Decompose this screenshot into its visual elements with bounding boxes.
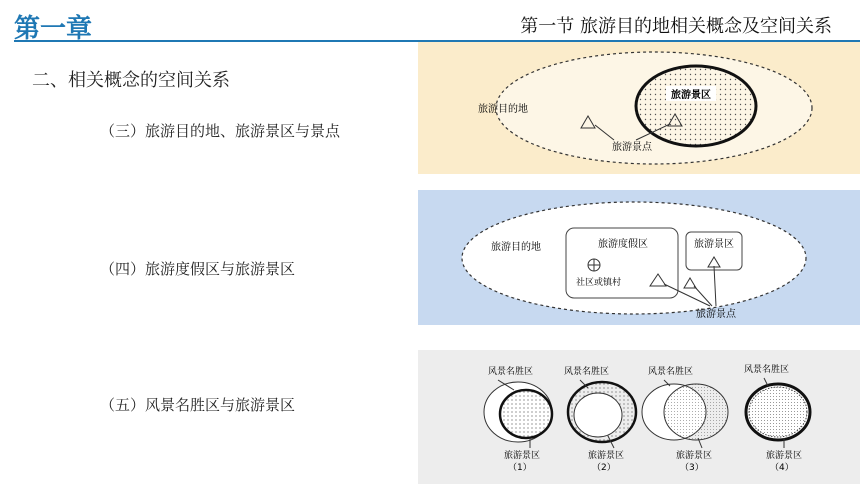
diagram-destination-scenic-area-spot — [418, 42, 860, 174]
destination-label: 旅游目的地 — [491, 242, 541, 253]
scenic-area-ellipse — [636, 66, 756, 146]
scenic-spot-label: 旅游景点 — [696, 309, 736, 320]
case3-bottom-label: 旅游景区 — [676, 451, 713, 461]
case2-scenic-ellipse — [574, 393, 622, 437]
case3-top-label: 风景名胜区 — [648, 367, 694, 377]
section-title: 第一节 旅游目的地相关概念及空间关系 — [520, 16, 832, 37]
diagram-scenic-famous-area-cases — [418, 350, 860, 484]
case2-number: （2） — [592, 463, 616, 473]
destination-label: 旅游目的地 — [478, 104, 528, 115]
scenic-spot-label: 旅游景点 — [612, 142, 652, 153]
case4-scenic-ellipse — [749, 387, 807, 437]
chapter-title: 第一章 — [14, 14, 93, 44]
scenic-area-label: 旅游景区 — [694, 239, 734, 250]
case1-bottom-label: 旅游景区 — [504, 451, 541, 461]
scenic-area-box — [686, 232, 742, 270]
item-four: （四）旅游度假区与旅游景区 — [100, 260, 296, 278]
resort-label: 旅游度假区 — [598, 239, 648, 250]
case4-bottom-label: 旅游景区 — [766, 451, 803, 461]
case4-top-label: 风景名胜区 — [744, 365, 790, 375]
case1-top-label: 风景名胜区 — [488, 367, 534, 377]
case1-number: （1） — [508, 463, 532, 473]
page-heading: 二、相关概念的空间关系 — [32, 70, 230, 91]
case2-top-label: 风景名胜区 — [564, 367, 610, 377]
community-label: 社区或镇村 — [576, 278, 622, 288]
item-three: （三）旅游目的地、旅游景区与景点 — [100, 122, 341, 140]
case3-scenic-ellipse — [664, 384, 728, 440]
case4-number: （4） — [770, 463, 794, 473]
scenic-area-label: 旅游景区 — [671, 90, 711, 101]
diagram-resort-scenic-area — [418, 190, 860, 325]
item-five: （五）风景名胜区与旅游景区 — [100, 396, 296, 414]
case2-bottom-label: 旅游景区 — [588, 451, 625, 461]
case1-scenic-ellipse — [500, 390, 552, 438]
case3-number: （3） — [680, 463, 704, 473]
